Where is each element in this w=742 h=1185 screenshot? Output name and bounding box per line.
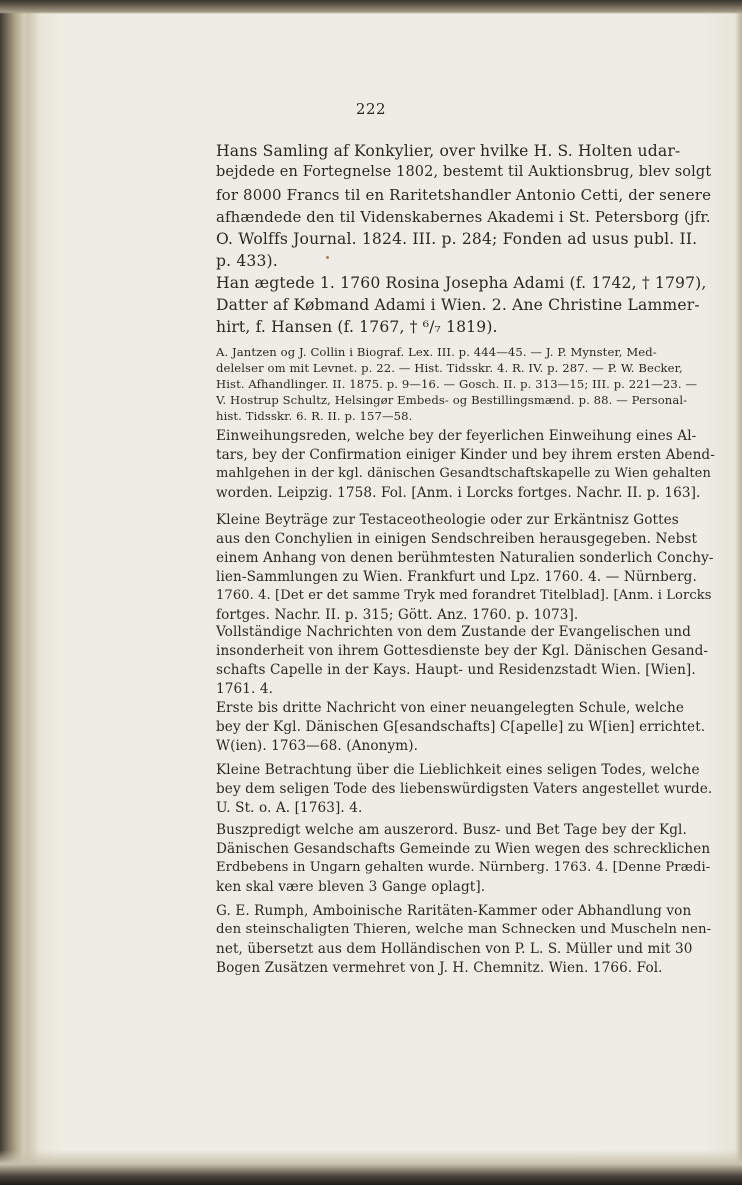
entry-line: net, übersetzt aus dem Holländischen von P. L. S. Müller und mit 30 [216,941,693,957]
page-number: 222 [355,100,387,118]
entry-line: 1760. 4. [Det er det samme Tryk med forandret Titelblad]. [Anm. i Lorcks [216,588,712,603]
entry-line: bey dem seligen Tode des liebenswürdigsten Vaters angestellet wurde. [216,781,713,797]
entry-line: worden. Leipzig. 1758. Fol. [Anm. i Lorcks fortges. Nachr. II. p. 163]. [216,485,701,501]
text-line: p. 433). [216,252,278,270]
text-line: hirt, f. Hansen (f. 1767, † ⁶/₇ 1819). [216,318,498,336]
text-line: Han ægtede 1. 1760 Rosina Josepha Adami (f. 1742, † 1797), [216,274,707,292]
text-line: Hans Samling af Konkylier, over hvilke H. S. Holten udar- [216,142,681,160]
entry-line: schafts Capelle in der Kays. Haupt- und Residenzstadt Wien. [Wien]. [216,662,696,678]
entry-line: lien-Sammlungen zu Wien. Frankfurt und Lpz. 1760. 4. — Nürnberg. [216,569,697,585]
entry-line: tars, bey der Confirmation einiger Kinder und bey ihrem ersten Abend- [216,447,715,463]
reference-line: delelser om mit Levnet. p. 22. — Hist. Tidsskr. 4. R. IV. p. 287. — P. W. Becker, [216,361,683,375]
entry-line: Vollständige Nachrichten von dem Zustande der Evangelischen und [216,624,691,640]
reference-line: hist. Tidsskr. 6. R. II. p. 157—58. [216,409,413,423]
entry-line: Buszpredigt welche am auszerord. Busz- und Bet Tage bey der Kgl. [216,822,687,838]
entry-line: U. St. o. A. [1763]. 4. [216,800,363,816]
entry-line: Einweihungsreden, welche bey der feyerlichen Einweihung eines Al- [216,428,697,444]
reference-line: Hist. Afhandlinger. II. 1875. p. 9—16. — Gosch. II. p. 313—15; III. p. 221—23. — [216,377,698,391]
entry-line: den steinschaligten Thieren, welche man Schnecken und Muscheln nen- [216,922,712,937]
entry-line: Erdbebens in Ungarn gehalten wurde. Nürnberg. 1763. 4. [Denne Prædi- [216,860,711,875]
entry-line: 1761. 4. [216,681,274,697]
entry-line: Bogen Zusätzen vermehret von J. H. Chemnitz. Wien. 1766. Fol. [216,960,663,976]
entry-line: aus den Conchylien in einigen Sendschreiben herausgegeben. Nebst [216,531,698,547]
entry-line: insonderheit von ihrem Gottesdienste bey der Kgl. Dänischen Gesand- [216,643,709,659]
text-line: Datter af Købmand Adami i Wien. 2. Ane Christine Lammer- [216,296,700,314]
entry-line: fortges. Nachr. II. p. 315; Gött. Anz. 1760. p. 1073]. [216,607,579,623]
entry-line: Kleine Beyträge zur Testaceotheologie oder zur Erkäntnisz Gottes [216,512,679,528]
entry-line: ken skal være bleven 3 Gange oplagt]. [216,879,486,895]
entry-line: Dänischen Gesandschafts Gemeinde zu Wien wegen des schrecklichen [216,841,711,857]
ink-speck [326,256,329,259]
entry-line: W(ien). 1763—68. (Anonym). [216,738,419,754]
entry-line: G. E. Rumph, Amboinische Raritäten-Kammer oder Abhandlung von [216,903,692,919]
entry-line: mahlgehen in der kgl. dänischen Gesandtschaftskapelle zu Wien gehalten [216,466,711,481]
entry-line: einem Anhang von denen berühmtesten Naturalien sonderlich Conchy- [216,550,714,566]
reference-line: A. Jantzen og J. Collin i Biograf. Lex. III. p. 444—45. — J. P. Mynster, Med- [216,345,657,359]
text-line: for 8000 Francs til en Raritetshandler Antonio Cetti, der senere [216,186,712,204]
text-line: bejdede en Fortegnelse 1802, bestemt til Auktionsbrug, blev solgt [216,164,712,180]
entry-line: Kleine Betrachtung über die Lieblichkeit eines seligen Todes, welche [216,762,700,778]
entry-line: Erste bis dritte Nachricht von einer neuangelegten Schule, welche [216,700,684,716]
text-line: O. Wolffs Journal. 1824. III. p. 284; Fonden ad usus publ. II. [216,230,698,248]
reference-line: V. Hostrup Schultz, Helsingør Embeds- og Bestillingsmænd. p. 88. — Personal- [216,393,688,407]
text-line: afhændede den til Videnskabernes Akademi i St. Petersborg (jfr. [216,208,711,226]
entry-line: bey der Kgl. Dänischen G[esandschafts] C[apelle] zu W[ien] errichtet. [216,719,706,735]
